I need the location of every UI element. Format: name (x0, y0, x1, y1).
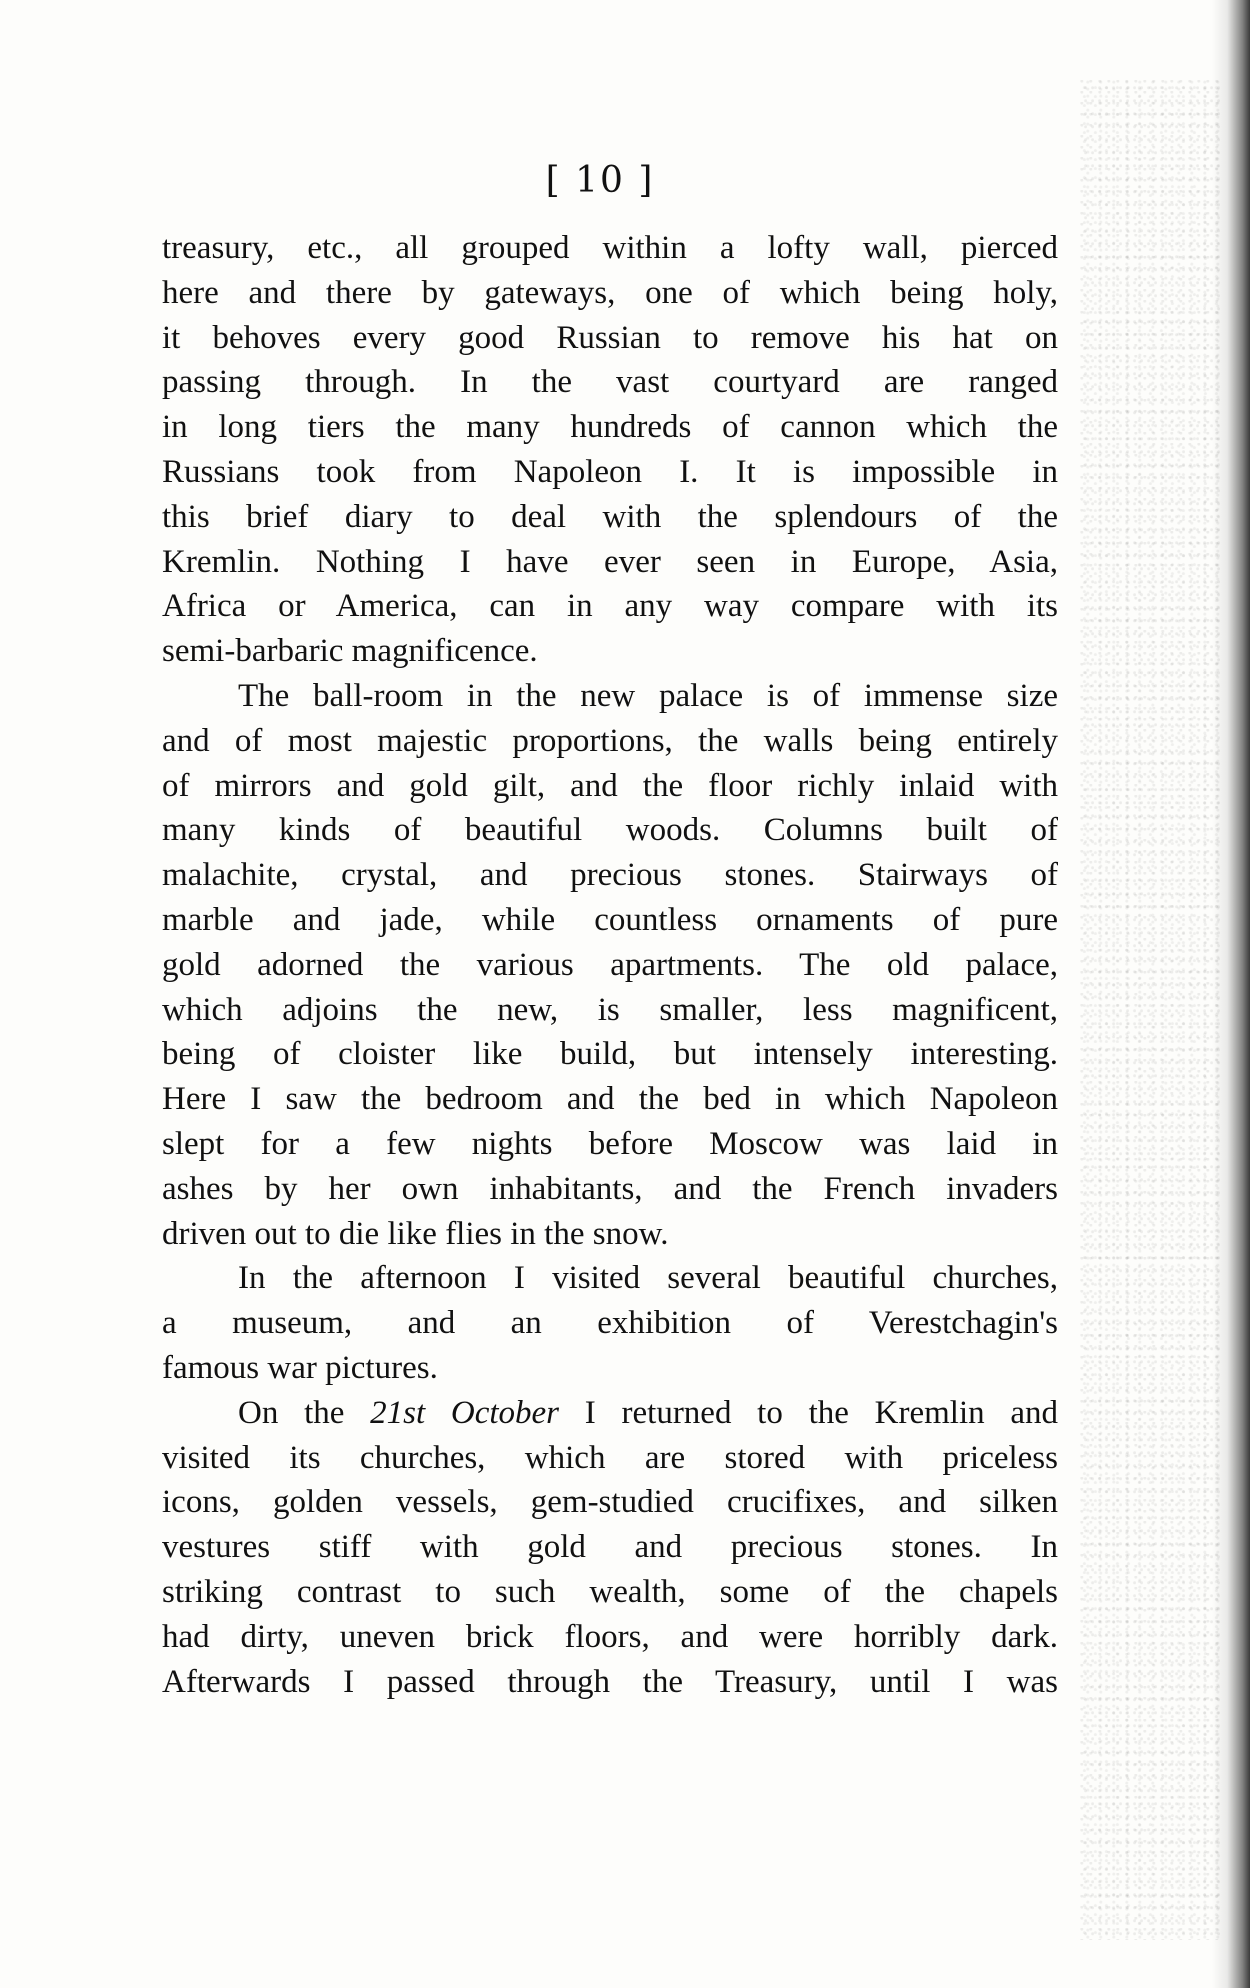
line-prefix: On the (238, 1394, 345, 1431)
text-line: semi-barbaric magnificence. (162, 633, 538, 670)
text-line: vestures stiff with gold and precious stones. In (162, 1529, 1058, 1566)
text-line: famous war pictures. (162, 1349, 438, 1386)
page-number: [ 10 ] (545, 160, 655, 201)
text-line: this brief diary to deal with the splendours of the (162, 498, 1058, 535)
text-line: had dirty, uneven brick floors, and were horribly dark. (162, 1618, 1058, 1655)
text-line: slept for a few nights before Moscow was laid in (162, 1125, 1058, 1162)
body-text (162, 226, 1058, 1704)
text-line: icons, golden vessels, gem-studied crucifixes, and silken (162, 1484, 1058, 1521)
text-line: Russians took from Napoleon I. It is impossible in (162, 453, 1058, 490)
text-line: passing through. In the vast courtyard are ranged (162, 364, 1058, 401)
text-line: ashes by her own inhabitants, and the French invaders (162, 1170, 1058, 1207)
text-line-with-date (162, 1391, 1058, 1436)
text-line: being of cloister like build, but intensely interesting. (162, 1036, 1058, 1073)
text-line: In the afternoon I visited several beautiful churches, (238, 1260, 1058, 1297)
text-line: in long tiers the many hundreds of cannon which the (162, 409, 1058, 446)
page-edge-speckle (1080, 80, 1220, 1940)
text-line: Afterwards I passed through the Treasury, until I was (162, 1663, 1058, 1700)
text-line: of mirrors and gold gilt, and the floor richly inlaid with (162, 767, 1058, 804)
date-italic: 21st October (370, 1394, 560, 1431)
text-line: driven out to die like flies in the snow. (162, 1215, 669, 1252)
text-line: striking contrast to such wealth, some of the chapels (162, 1573, 1058, 1610)
text-line: it behoves every good Russian to remove his hat on (162, 319, 1058, 356)
text-line: The ball-room in the new palace is of immense size (238, 677, 1058, 714)
text-line: Kremlin. Nothing I have ever seen in Europe, Asia, (162, 543, 1058, 580)
text-line: a museum, and an exhibition of Verestchagin's (162, 1305, 1058, 1342)
page-edge-shadow (1212, 0, 1250, 1988)
text-line: gold adorned the various apartments. The old palace, (162, 946, 1058, 983)
text-line: visited its churches, which are stored with priceless (162, 1439, 1058, 1476)
text-line: malachite, crystal, and precious stones. Stairways of (162, 857, 1058, 894)
text-line: treasury, etc., all grouped within a lofty wall, pierced (162, 230, 1058, 266)
text-line: here and there by gateways, one of which being holy, (162, 274, 1058, 311)
text-line: which adjoins the new, is smaller, less magnificent, (162, 991, 1058, 1028)
text-line: and of most majestic proportions, the walls being entirely (162, 722, 1058, 759)
line-rest: I returned to the Kremlin and (584, 1394, 1059, 1431)
text-line: many kinds of beautiful woods. Columns built of (162, 812, 1058, 849)
text-line: Africa or America, can in any way compare with its (162, 588, 1058, 625)
text-line: Here I saw the bedroom and the bed in which Napoleon (162, 1081, 1058, 1118)
text-line: marble and jade, while countless ornaments of pure (162, 901, 1058, 938)
